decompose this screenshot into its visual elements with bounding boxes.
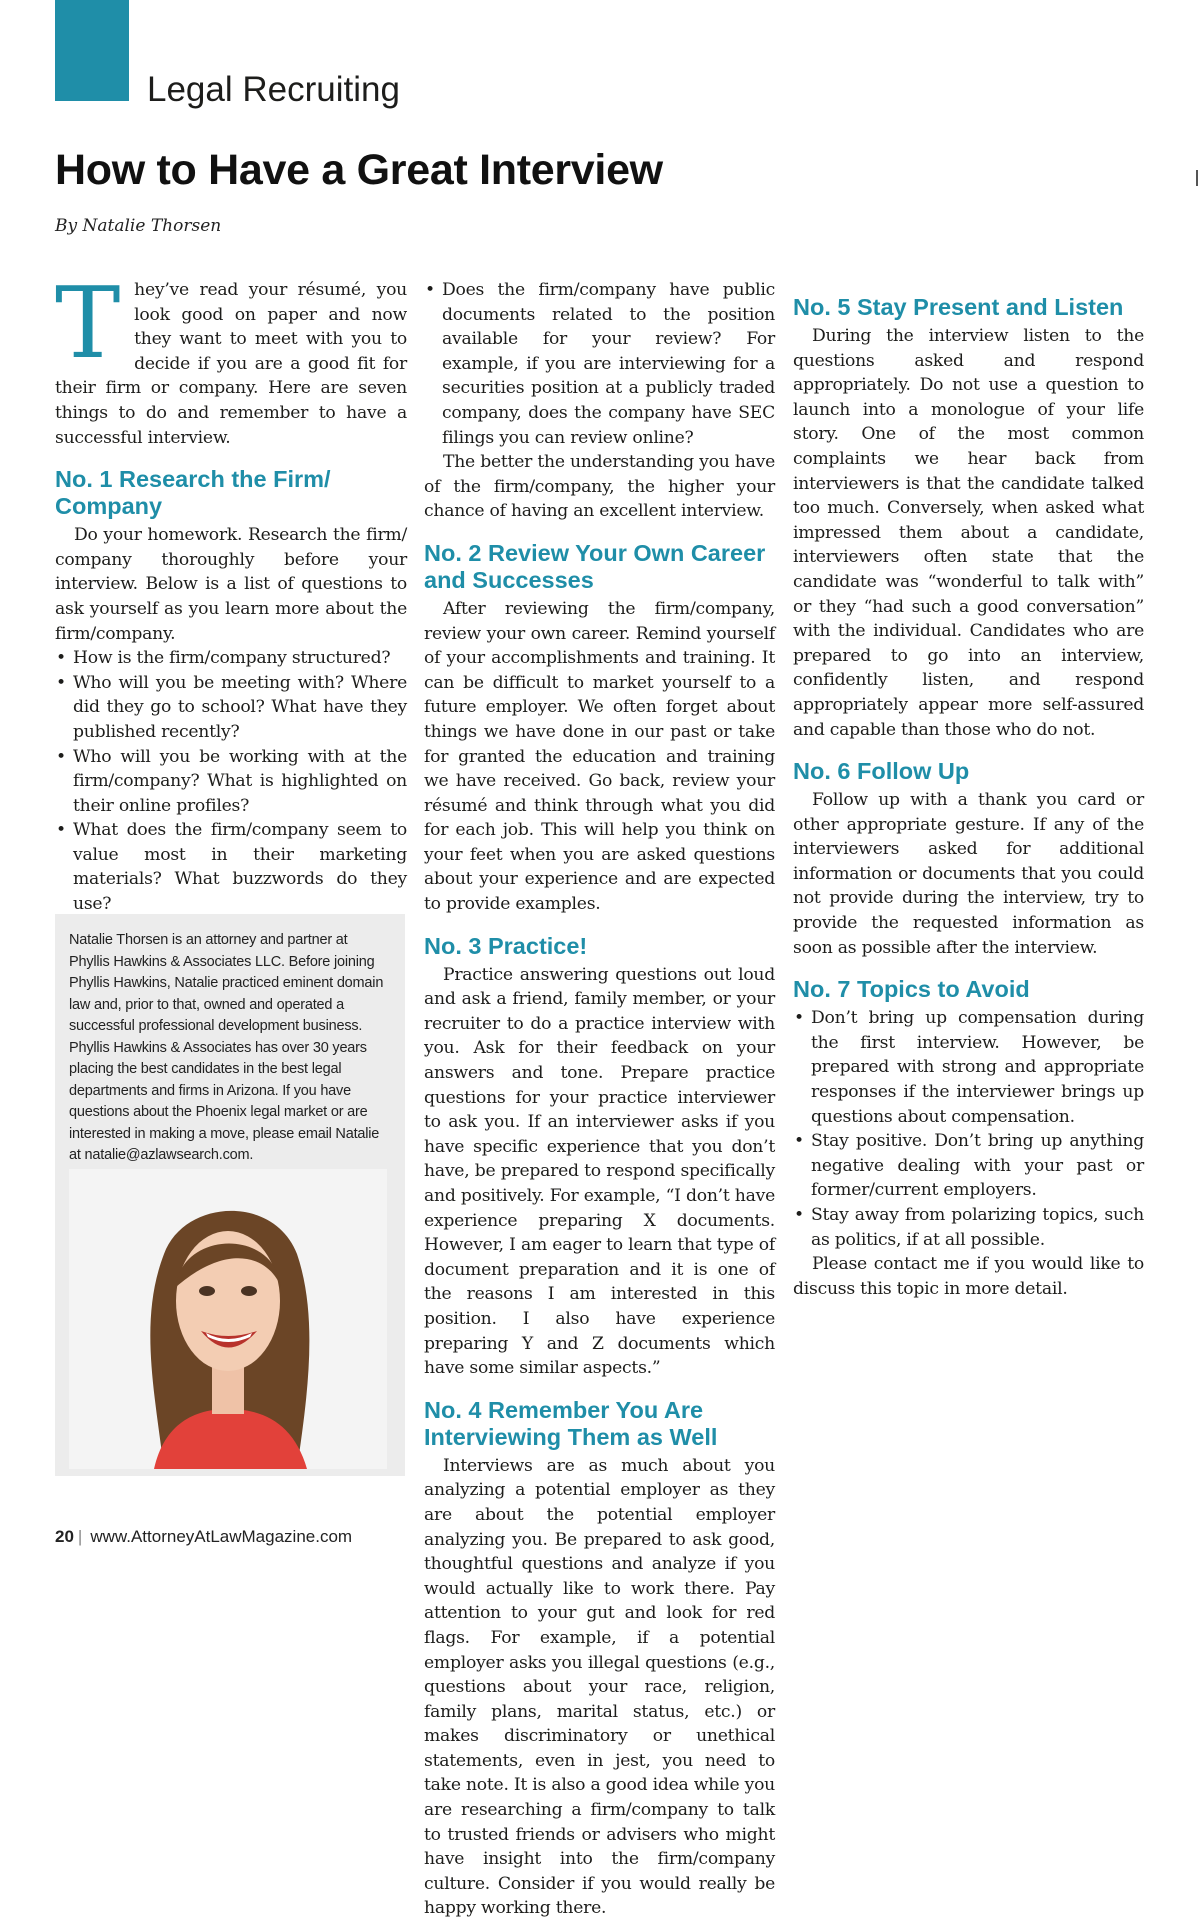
byline: By Natalie Thorsen	[55, 216, 222, 236]
accent-block	[55, 0, 129, 101]
right-eye-shape	[241, 1286, 257, 1296]
list-item: • What does the firm/company seem to value most in their marketing materials? What buzzwords do they use?	[55, 818, 407, 916]
author-bio-box	[55, 914, 405, 1476]
list-item: • Stay away from polarizing topics, such as politics, if at all possible.	[793, 1203, 1144, 1252]
intro-text: hey’ve read your résumé, you look good on paper and now they want to meet with you to decide if you are a good fit for their firm or company. Here are seven things to do and remember to have a successful interview.	[55, 280, 407, 448]
topics-to-avoid-list	[793, 1006, 1144, 1252]
footer-url[interactable]: www.AttorneyAtLawMagazine.com	[90, 1527, 353, 1546]
column-3	[793, 278, 1144, 1301]
research-question-list-continued	[424, 278, 775, 450]
drop-cap: T	[55, 267, 121, 381]
author-portrait-image	[69, 1169, 387, 1469]
list-item: • Who will you be meeting with? Where did they go to school? What have they published recently?	[55, 671, 407, 745]
practice-paragraph: Practice answering questions out loud and ask a friend, family member, or your recruiter to do a practice interview with you. Ask for their feedback on your answers and tone. Prepare practice questions for your practice interviewer to ask you. If an interviewer asks if you have specific experience that you don’t have, be prepared to respond specifically and positively. For example, “I don’t have experience preparing X documents. However, I am eager to learn that type of document preparation and it is one of the reasons I am interested in this position. I also have experience preparing Y and Z documents which have some similar aspects.”	[424, 964, 775, 1379]
intro-paragraph	[55, 267, 407, 450]
heading-follow-up: No. 6 Follow Up	[793, 758, 970, 785]
heading-practice: No. 3 Practice!	[424, 932, 588, 959]
review-career-paragraph: After reviewing the firm/company, review your own career. Remind yourself of your accomplishments and training. It can be difficult to market yourself to a future employer. We often forget about things we have done in our past or take for granted the education and training we have received. Go back, review your résumé and think through what you did for each job. This will help you think on your feet when you are asked questions about your experience and are expected to provide examples.	[424, 598, 775, 915]
heading-review-career: No. 2 Review Your Own Career and Successes	[424, 539, 766, 593]
list-item: • Stay positive. Don’t bring up anything negative dealing with your past or former/current employers.	[793, 1129, 1144, 1203]
heading-interviewing-them: No. 4 Remember You Are Interviewing Them as Well	[424, 1396, 718, 1450]
list-item: • Does the firm/company have public documents related to the position available for your review? For example, if you are interviewing for a securities position at a publicly traded company, does the company have SEC filings you can review online?	[424, 278, 775, 450]
author-photo	[69, 1169, 387, 1469]
list-item: • Who will you be working with at the firm/company? What is highlighted on their online profiles?	[55, 745, 407, 819]
list-item: • How is the firm/company structured?	[55, 646, 407, 671]
page-number: 20	[55, 1527, 74, 1546]
column-2	[424, 278, 775, 1921]
research-paragraph: Do your homework. Research the firm/ company thoroughly before your interview. Below is a list of questions to ask yourself as you learn more about the firm/company.	[55, 525, 407, 644]
stay-present-paragraph: During the interview listen to the questions asked and respond appropriately. Do not use a question to launch into a monologue of your life story. One of the most common complaints we hear back from interviewers is that the candidate talked too much. Conversely, when asked what impressed them about a candidate, interviewers often state that the candidate was “wonderful to talk with” or they “had such a good conversation” with the individual. Candidates who are prepared to go into an interview, confidently listen, and respond appropriately appear more self-assured and capable than those who do not.	[793, 326, 1144, 740]
follow-up-paragraph: Follow up with a thank you card or other appropriate gesture. If any of the interviewers asked for additional information or documents that you could not provide during the interview, try to provide the requested information as soon as possible after the interview.	[793, 790, 1144, 958]
heading-research: No. 1 Research the Firm/ Company	[55, 466, 331, 520]
heading-topics-to-avoid: No. 7 Topics to Avoid	[793, 976, 1030, 1003]
page-footer	[55, 1527, 352, 1547]
footer-separator: |	[77, 1527, 83, 1546]
left-eye-shape	[199, 1286, 215, 1296]
author-bio-text: Natalie Thorsen is an attorney and partner at Phyllis Hawkins & Associates LLC. Before joining Phyllis Hawkins, Natalie practiced eminent domain law and, prior to that, owned and operated a successful professional development business. Phyllis Hawkins & Associates has over 30 years placing the best candidates in the best legal departments and firms in Arizona. If you have questions about the Phoenix legal market or are interested in making a move, please email Natalie at natalie@azlawsearch.com.	[69, 932, 384, 1163]
edge-mark	[1196, 170, 1198, 186]
research-closing-paragraph: The better the understanding you have of the firm/company, the higher your chance of having an excellent interview.	[424, 452, 775, 522]
page-title: How to Have a Great Interview	[55, 146, 663, 194]
column-1	[55, 267, 407, 917]
list-item: • Don’t bring up compensation during the first interview. However, be prepared with strong and appropriate responses if the interviewer brings up questions about compensation.	[793, 1006, 1144, 1129]
heading-stay-present: No. 5 Stay Present and Listen	[793, 294, 1124, 320]
section-label: Legal Recruiting	[147, 70, 400, 109]
closing-paragraph: Please contact me if you would like to discuss this topic in more detail.	[793, 1254, 1144, 1299]
research-question-list	[55, 646, 407, 917]
interviewing-them-paragraph: Interviews are as much about you analyzing a potential employer as they are about the potential employer analyzing you. Be prepared to ask good, thoughtful questions and analyze if you would actually like to work there. Pay attention to your gut and look for red flags. For example, if a potential employer asks you illegal questions (e.g., questions about your race, religion, family plans, marital status, etc.) or makes discriminatory or unethical statements, even in jest, you need to take note. It is also a good idea while you are researching a firm/company to talk to trusted friends or advisers who might have insight into the firm/company culture. Consider if you would really be happy working there.	[424, 1455, 775, 1919]
